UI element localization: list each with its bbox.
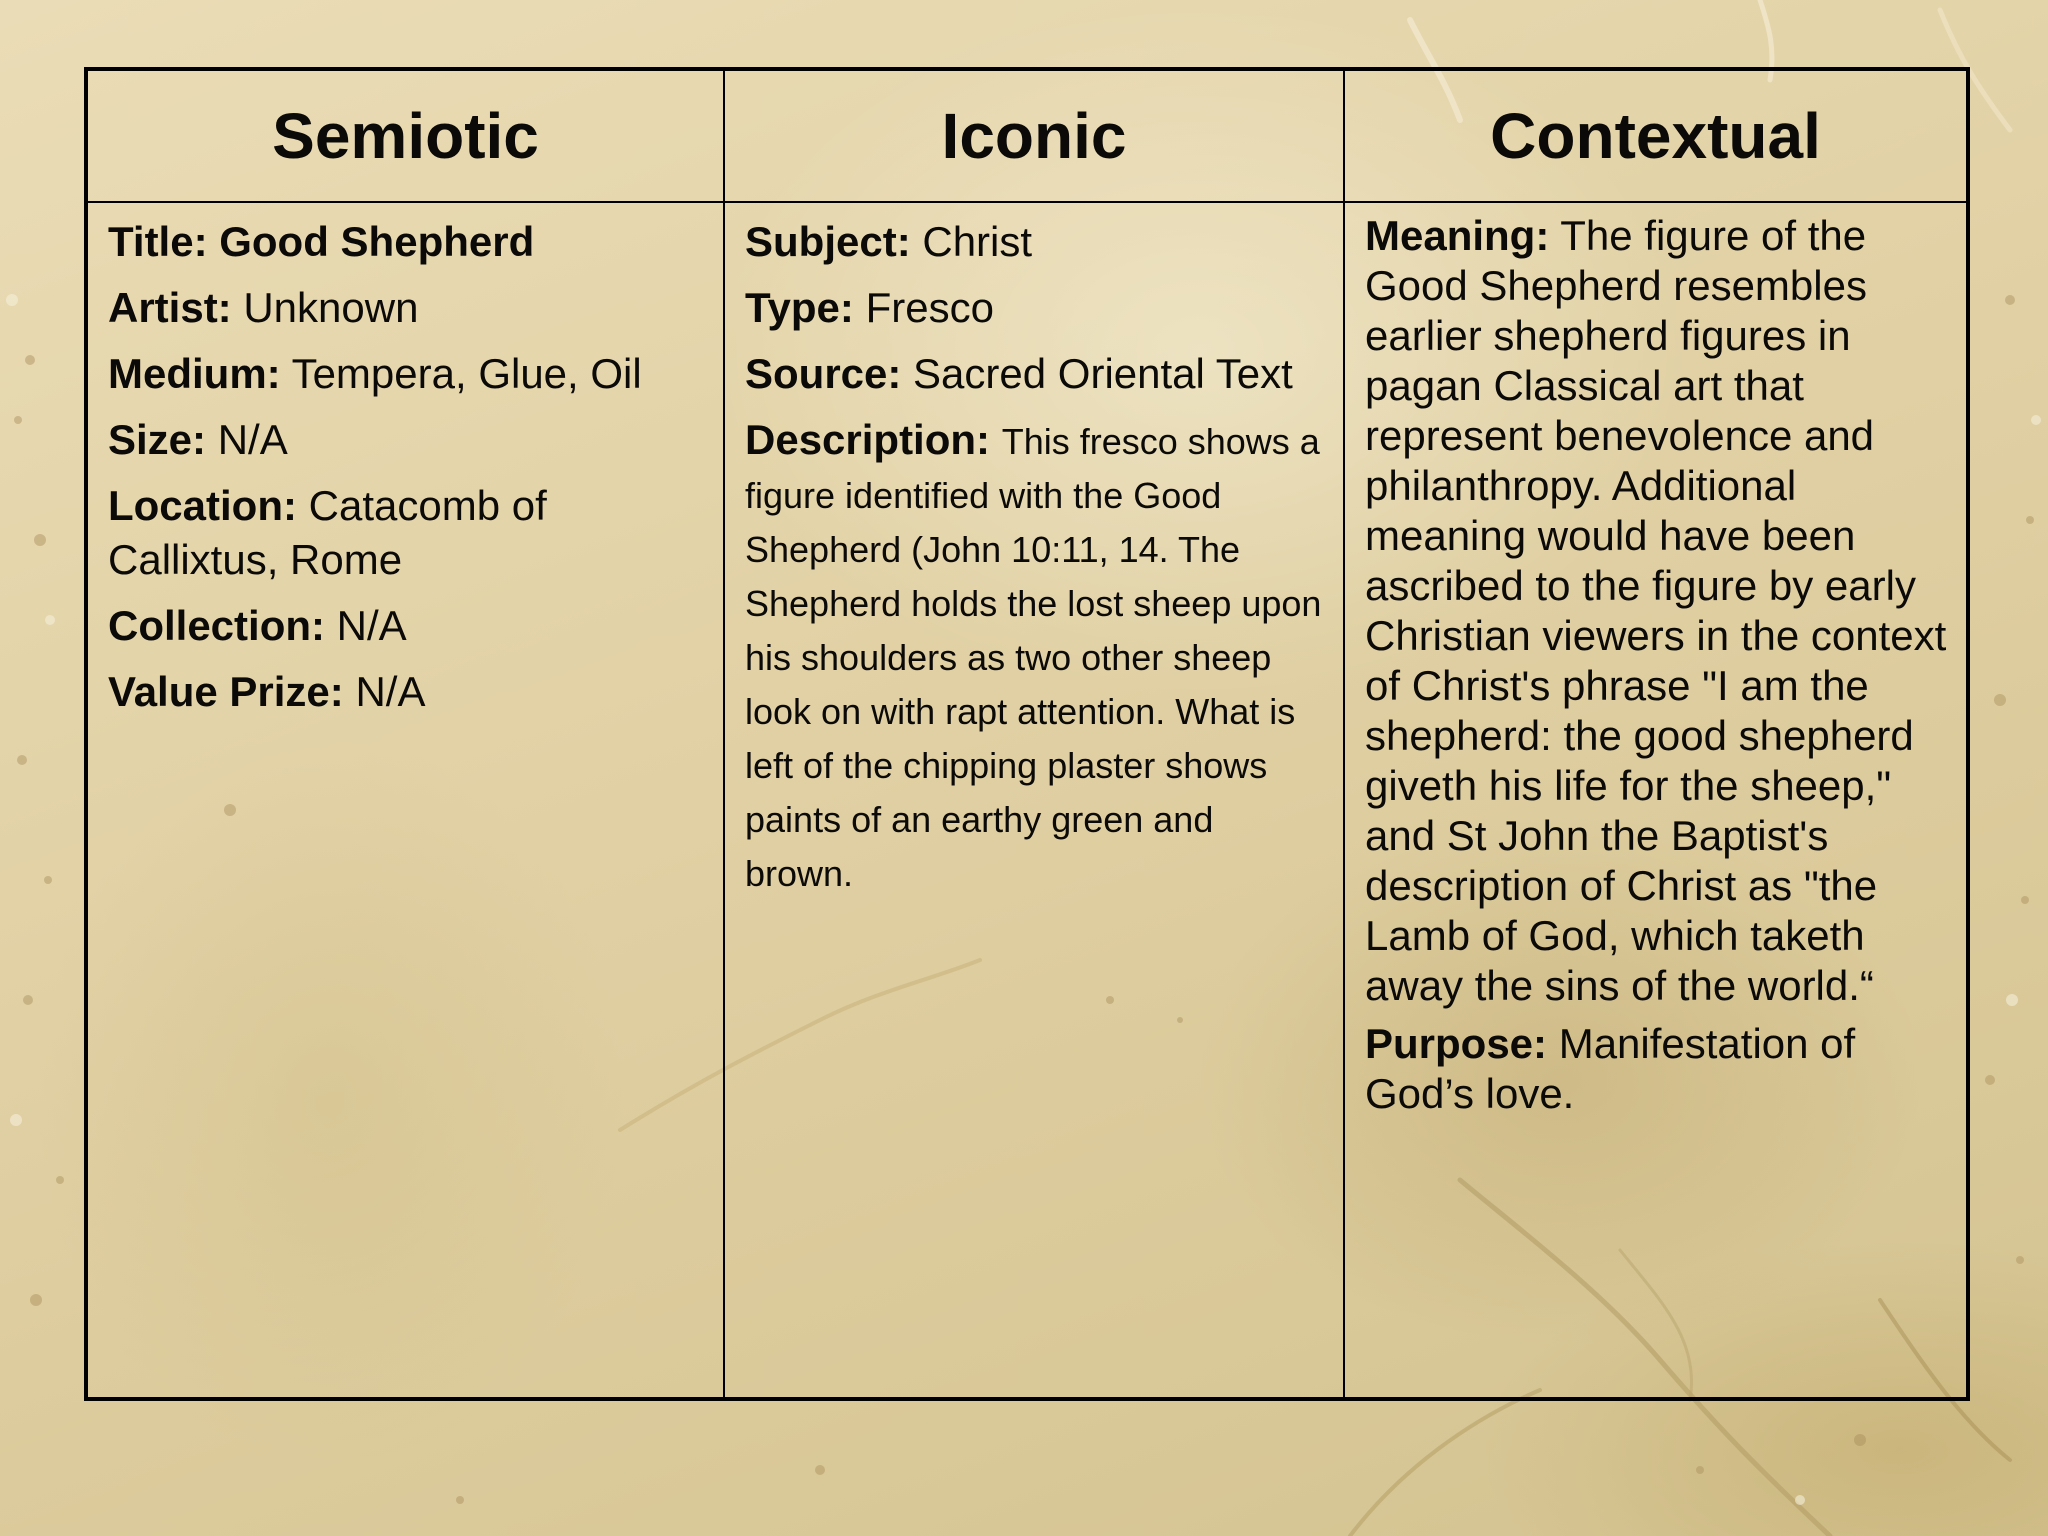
value-prize-label: Value Prize: <box>108 668 344 715</box>
source-label: Source: <box>745 350 902 397</box>
location-value: Catacomb of Callixtus, Rome <box>108 482 547 583</box>
artist-label: Artist: <box>108 284 232 331</box>
location-label: Location: <box>108 482 297 529</box>
contextual-cell <box>1344 202 1968 1399</box>
purpose-entry <box>1365 1019 1954 1119</box>
location-entry <box>108 479 705 587</box>
purpose-value: Manifestation of God’s love. <box>1365 1020 1856 1117</box>
description-label: Description: <box>745 416 991 463</box>
meaning-value: The figure of the Good Shepherd resembles earlier shepherd figures in pagan Classical art that represent benevolence and philanthropy. Additional meaning would have been ascribed to the figure by early Christian viewers in the context of Christ's phrase "I am the shepherd: the good shepherd giveth his life for the sheep," and St John the Baptist's description of Christ as "the Lamb of God, which taketh away the sins of the world.“ <box>1365 212 1947 1009</box>
size-label: Size: <box>108 416 207 463</box>
header-contextual: Contextual <box>1344 69 1968 202</box>
artist-value: Unknown <box>243 284 419 331</box>
size-value: N/A <box>217 416 288 463</box>
meaning-label: Meaning: <box>1365 212 1550 259</box>
header-iconic: Iconic <box>724 69 1344 202</box>
description-entry <box>745 413 1327 899</box>
header-semiotic: Semiotic <box>86 69 724 202</box>
medium-value: Tempera, Glue, Oil <box>291 350 642 397</box>
collection-label: Collection: <box>108 602 325 649</box>
subject-label: Subject: <box>745 218 911 265</box>
value-prize-value: N/A <box>355 668 426 715</box>
analysis-table <box>84 67 1970 1401</box>
source-value: Sacred Oriental Text <box>913 350 1293 397</box>
type-value: Fresco <box>865 284 994 331</box>
type-label: Type: <box>745 284 854 331</box>
description-value: This fresco shows a figure identified with the Good Shepherd (John 10:11, 14. The Shepherd holds the lost sheep upon his shoulders as two other sheep look on with rapt attention. What is left of the chipping plaster shows paints of an earthy green and brown. <box>745 421 1322 894</box>
subject-value: Christ <box>922 218 1033 265</box>
header-row <box>86 69 1968 202</box>
semiotic-cell <box>86 202 724 1399</box>
artist-entry <box>108 281 705 335</box>
title-entry <box>108 215 705 269</box>
source-entry <box>745 347 1327 401</box>
value-prize-entry <box>108 665 705 719</box>
meaning-entry <box>1365 211 1954 1011</box>
size-entry <box>108 413 705 467</box>
subject-entry <box>745 215 1327 269</box>
iconic-cell <box>724 202 1344 1399</box>
title-label: Title: Good Shepherd <box>108 218 535 265</box>
purpose-label: Purpose: <box>1365 1020 1548 1067</box>
type-entry <box>745 281 1327 335</box>
collection-value: N/A <box>336 602 407 649</box>
medium-entry <box>108 347 705 401</box>
collection-entry <box>108 599 705 653</box>
medium-label: Medium: <box>108 350 281 397</box>
content-row <box>86 202 1968 1399</box>
